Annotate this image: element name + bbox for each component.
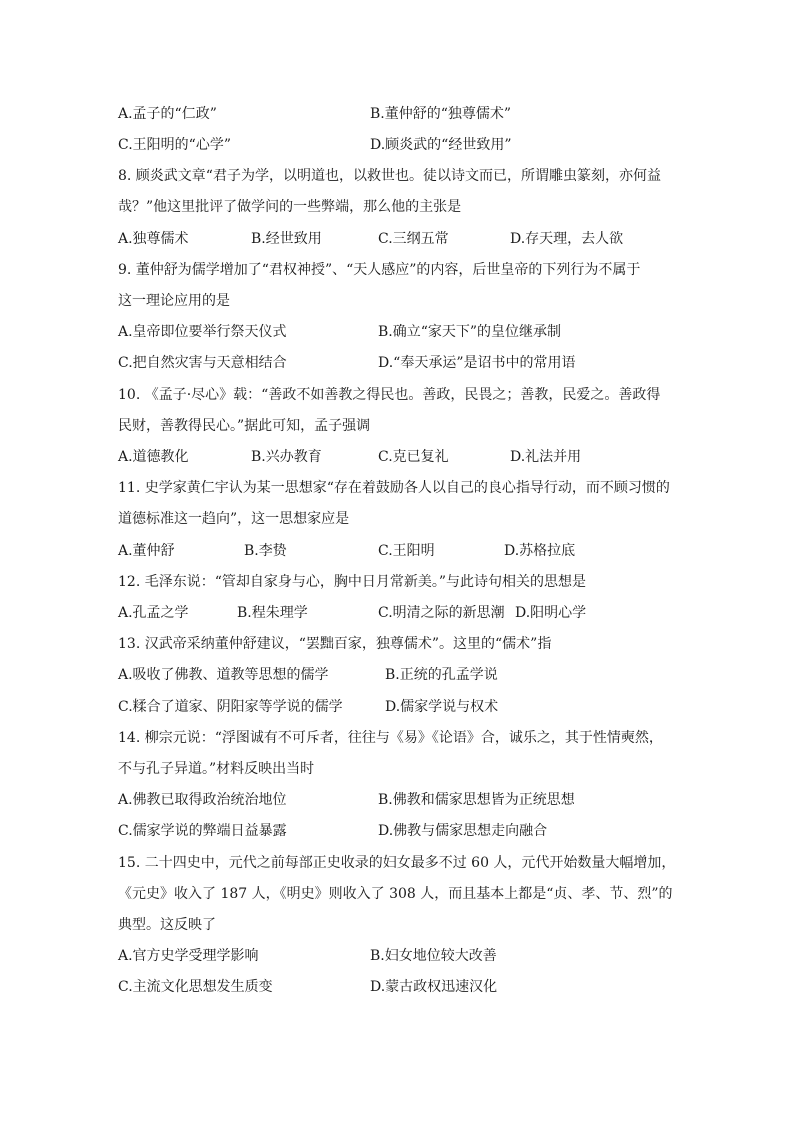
q15-stem-line-2: 《元史》收入了 187 人，《明史》则收入了 308 人，而且基本上都是“贞、孝、节、烈”的 [118, 886, 673, 902]
q11-option-d: D.苏格拉底 [504, 543, 576, 559]
q10-option-d: D.礼法并用 [510, 449, 582, 465]
q9-option-c: C.把自然灾害与天意相结合 [118, 355, 287, 371]
q13-option-a: A.吸收了佛教、道教等思想的儒学 [118, 667, 329, 683]
q7-option-a: A.孟子的“仁政” [118, 106, 217, 122]
q15-stem-line-1: 15. 二十四史中，元代之前每部正史收录的妇女最多不过 60 人，元代开始数量大幅增加， [118, 855, 676, 871]
q8-option-d: D.存天理，去人欲 [510, 231, 624, 247]
q11-option-c: C.王阳明 [378, 543, 435, 559]
q15-stem-line-3: 典型。这反映了 [118, 917, 216, 933]
q8-stem-line-1: 8. 顾炎武文章“君子为学，以明道也，以救世也。徒以诗文而已，所谓雕虫篆刻，亦何益 [118, 168, 661, 184]
q11-stem-line-2: 道德标准这一趋向”，这一思想家应是 [118, 511, 350, 527]
q15-option-b: B.妇女地位较大改善 [370, 948, 497, 964]
q13-option-c: C.糅合了道家、阴阳家等学说的儒学 [118, 699, 343, 715]
q14-option-d: D.佛教与儒家思想走向融合 [378, 823, 548, 839]
q15-option-d: D.蒙古政权迅速汉化 [370, 979, 498, 995]
q9-option-b: B.确立“家天下”的皇位继承制 [378, 324, 562, 340]
q9-option-a: A.皇帝即位要举行祭天仪式 [118, 324, 287, 340]
q14-option-a: A.佛教已取得政治统治地位 [118, 792, 287, 808]
q13-option-d: D.儒家学说与权术 [385, 699, 499, 715]
q7-option-c: C.王阳明的“心学” [118, 137, 231, 153]
q10-option-a: A.道德教化 [118, 449, 189, 465]
q8-option-b: B.经世致用 [251, 231, 322, 247]
q12-option-c: C.明清之际的新思潮 [378, 605, 505, 621]
q13-stem-line-1: 13. 汉武帝采纳董仲舒建议，“罢黜百家，独尊儒术”。这里的“儒术”指 [118, 636, 552, 652]
q11-option-b: B.李贽 [244, 543, 287, 559]
q14-option-c: C.儒家学说的弊端日益暴露 [118, 823, 287, 839]
q10-option-c: C.克已复礼 [378, 449, 449, 465]
q12-stem-line-1: 12. 毛泽东说：“管却自家身与心，胸中日月常新美。”与此诗句相关的思想是 [118, 574, 587, 590]
q11-option-a: A.董仲舒 [118, 543, 175, 559]
q10-option-b: B.兴办教育 [251, 449, 322, 465]
q10-stem-line-1: 10. 《孟子·尽心》载：“善政不如善教之得民也。善政，民畏之；善教，民爱之。善政得 [118, 387, 661, 403]
q15-option-c: C.主流文化思想发生质变 [118, 979, 273, 995]
q14-option-b: B.佛教和儒家思想皆为正统思想 [378, 792, 575, 808]
q15-option-a: A.官方史学受理学影响 [118, 948, 259, 964]
q14-stem-line-1: 14. 柳宗元说：“浮图诚有不可斥者，往往与《易》《论语》合，诚乐之，其于性情奭然， [118, 730, 663, 746]
q12-option-d: D.阳明心学 [515, 605, 587, 621]
q8-stem-line-2: 哉？”他这里批评了做学问的一些弊端，那么他的主张是 [118, 199, 462, 215]
q11-stem-line-1: 11. 史学家黄仁宇认为某一思想家“存在着鼓励各人以自己的良心指导行动，而不顾习惯的 [118, 480, 670, 496]
q12-option-a: A.孔孟之学 [118, 605, 189, 621]
q8-option-a: A.独尊儒术 [118, 231, 189, 247]
q7-option-d: D.顾炎武的“经世致用” [370, 137, 512, 153]
q13-option-b: B.正统的孔孟学说 [385, 667, 498, 683]
q14-stem-line-2: 不与孔子异道。”材料反映出当时 [118, 761, 315, 777]
q7-option-b: B.董仲舒的“独尊儒术” [370, 106, 512, 122]
q8-option-c: C.三纲五常 [378, 231, 449, 247]
q9-stem-line-1: 9. 董仲舒为儒学增加了“君权神授”、“天人感应”的内容，后世皇帝的下列行为不属于 [118, 262, 641, 278]
q9-option-d: D.“奉天承运”是诏书中的常用语 [378, 355, 576, 371]
q10-stem-line-2: 民财，善教得民心。”据此可知，孟子强调 [118, 418, 371, 434]
q12-option-b: B.程朱理学 [237, 605, 308, 621]
q9-stem-line-2: 这一理论应用的是 [118, 293, 230, 309]
